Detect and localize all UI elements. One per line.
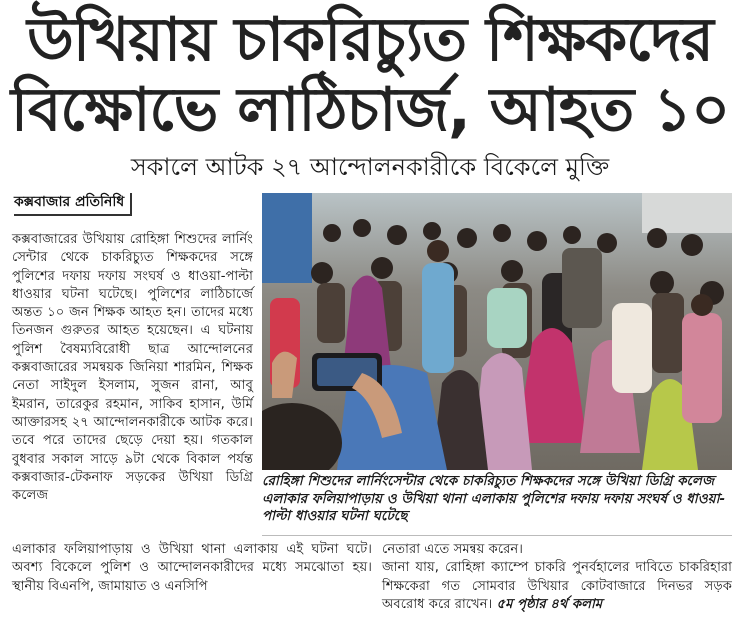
photo-caption: রোহিঙ্গা শিশুদের লার্নিংসেন্টার থেকে চাকরিচ্যুত শিক্ষকদের সঙ্গে উখিয়া ডিগ্রি কলেজ এলাকার ফলিয়াপাড়ায় ও উখিয়া থানা এলাকায় পুলিশের দফায় দফায় সংঘর্ষ ও ধাওয়া-পাল্টা ধাওয়ার ঘটনা ঘটেছে bbox=[262, 473, 726, 524]
column-divider bbox=[262, 535, 732, 536]
headline-line-2: বিক্ষোভে লাঠিচার্জ, আহত ১০ bbox=[10, 75, 730, 145]
headline-line-1: উখিয়ায় চাকরিচ্যুত শিক্ষকদের bbox=[27, 5, 713, 75]
byline: কক্সবাজার প্রতিনিধি bbox=[14, 193, 132, 216]
article-column-3 bbox=[382, 541, 732, 614]
continued-on-page[interactable]: ৫ম পৃষ্ঠার ৪র্থ কলাম bbox=[496, 596, 603, 612]
crowd-photo-illustration bbox=[262, 193, 732, 470]
news-photo bbox=[262, 193, 732, 470]
subheadline: সকালে আটক ২৭ আন্দোলনকারীকে বিকেলে মুক্তি bbox=[130, 153, 610, 181]
article-column-1: কক্সবাজারের উখিয়ায় রোহিঙ্গা শিশুদের লার্নিং সেন্টার থেকে চাকরিচ্যুত শিক্ষকদের সঙ্গে পুলিশের দফায় দফায় সংঘর্ষ ও ধাওয়া-পাল্টা ধাওয়ার ঘটনা ঘটেছে। পুলিশের লাঠিচার্জে অন্তত ১০ জন শিক্ষক আহত হন। তাদের মধ্যে তিনজন গুরুতর আহত হয়েছেন। এ ঘটনায় পুলিশ বৈষম্যবিরোধী ছাত্র আন্দোলনের কক্সবাজারের সমন্বয়ক জিনিয়া শারমিন, শিক্ষক নেতা সাইদুল ইসলাম, সুজন রানা, আবু ইমরান, তারেকুর রহমান, সাকিব হাসান, উর্মি আক্তারসহ ২৭ আন্দোলনকারীকে আটক করে। তবে পরে তাদের ছেড়ে দেয়া হয়। গতকাল বুধবার সকাল সাড়ে ৯টা থেকে বিকাল পর্যন্ত কক্সবাজার-টেকনাফ সড়কের উখিয়া ডিগ্রি কলেজ bbox=[12, 232, 253, 504]
article-column-2: এলাকার ফলিয়াপাড়ায় ও উখিয়া থানা এলাকায় এই ঘটনা ঘটে। অবশ্য বিকেলে পুলিশ ও আন্দোলনকারীদের মধ্যে সমঝোতা হয়। স্থানীয় বিএনপি, জামায়াত ও এনসিপি bbox=[12, 542, 372, 594]
article-column-3-text: নেতারা এতে সমন্বয় করেন। জানা যায়, রোহিঙ্গা ক্যাম্পে চাকরি পুনর্বহালের দাবিতে চাকরিহারা শিক্ষকেরা গত সোমবার উখিয়ার কোটবাজারে দিনভর সড়ক অবরোধ করে রাখেন। bbox=[382, 542, 732, 612]
